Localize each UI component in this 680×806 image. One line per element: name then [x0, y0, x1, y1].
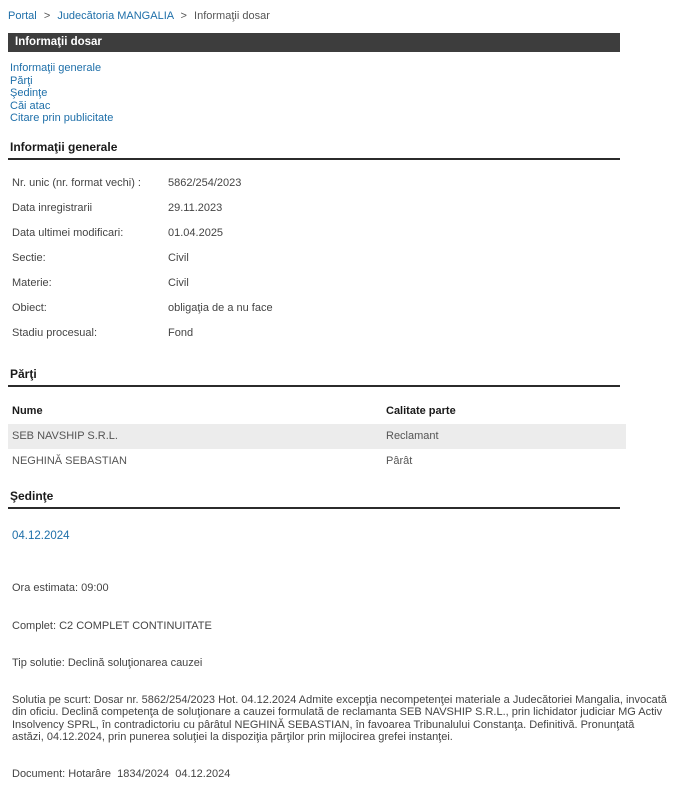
- info-label: Obiect:: [12, 301, 47, 314]
- section-heading-sedinte: Şedinţe: [8, 489, 620, 509]
- section-heading-parti: Părţi: [8, 367, 620, 387]
- breadcrumb-current: Informaţii dosar: [194, 10, 270, 22]
- breadcrumb-separator: >: [180, 10, 187, 22]
- breadcrumb-link-portal[interactable]: Portal: [8, 10, 37, 22]
- hearing-complet: Complet: C2 COMPLET CONTINUITATE: [12, 619, 212, 632]
- parties-table-header-row: [8, 399, 626, 424]
- info-label: Data inregistrarii: [12, 201, 93, 214]
- nav-link-cai-atac[interactable]: Căi atac: [10, 99, 51, 112]
- hearing-solutia-pe-scurt: Solutia pe scurt: Dosar nr. 5862/254/2023 Hot. 04.12.2024 Admite excepţia necompetenţei materiale a Judecătoriei Mangalia, invocată din oficiu. Declină competenţa de soluţionare a cauzei formulată de reclamanta SEB NAVSHIP S.R.L., prin lichidator judiciar MG Activ Insolvency SPRL, în contradictoriu cu pârâtul NEGHINĂ SEBASTIAN, în favoarea Tribunalului Constanţa. Definitivă. Pronunţată astăzi, 04.12.2024, prin punerea soluţiei la dispoziţia părţilor prin mijlocirea grefei instanţei.: [12, 693, 670, 744]
- info-row-stadiu-procesual: [12, 327, 668, 352]
- party-name: SEB NAVSHIP S.R.L.: [12, 429, 118, 442]
- section-heading-informatii-generale: Informaţii generale: [8, 140, 620, 160]
- parties-table: [8, 399, 626, 474]
- hearing-date-link[interactable]: 04.12.2024: [12, 529, 70, 542]
- info-row-nr-unic: [12, 177, 668, 202]
- general-info-list: [12, 177, 668, 352]
- party-name: NEGHINĂ SEBASTIAN: [12, 454, 127, 467]
- info-row-data-ultimei-modificari: [12, 227, 668, 252]
- info-label: Stadiu procesual:: [12, 326, 97, 339]
- info-value: 5862/254/2023: [168, 176, 242, 189]
- nav-link-citare-prin-publicitate[interactable]: Citare prin publicitate: [10, 112, 114, 124]
- info-value: Civil: [168, 276, 189, 289]
- hearing-details: [12, 558, 668, 806]
- info-row-data-inregistrarii: [12, 202, 668, 227]
- info-value: Civil: [168, 251, 189, 264]
- info-value: obligaţia de a nu face: [168, 301, 273, 314]
- hearing-document: Document: Hotarâre 1834/2024 04.12.2024: [12, 768, 231, 781]
- party-role: Pârât: [386, 454, 413, 467]
- nav-link-informatii-generale[interactable]: Informaţii generale: [10, 62, 102, 74]
- info-row-sectie: [12, 252, 668, 277]
- column-header-calitate-parte: Calitate parte: [386, 404, 456, 417]
- section-nav: [10, 62, 668, 125]
- table-row: [8, 424, 626, 449]
- table-row: [8, 449, 626, 474]
- info-label: Materie:: [12, 276, 52, 289]
- party-role: Reclamant: [386, 429, 439, 442]
- breadcrumb: [8, 10, 668, 22]
- hearing-ora-estimata: Ora estimata: 09:00: [12, 582, 109, 595]
- nav-link-sedinte[interactable]: Şedinţe: [10, 87, 48, 99]
- info-row-obiect: [12, 302, 668, 327]
- info-row-materie: [12, 277, 668, 302]
- info-label: Nr. unic (nr. format vechi) :: [12, 176, 141, 189]
- column-header-nume: Nume: [12, 404, 43, 417]
- nav-link-parti[interactable]: Părţi: [10, 74, 33, 87]
- info-label: Data ultimei modificari:: [12, 226, 124, 239]
- hearing-tip-solutie: Tip solutie: Declină soluţionarea cauzei: [12, 656, 203, 669]
- info-value: 29.11.2023: [168, 201, 223, 214]
- page-title-bar: Informaţii dosar: [8, 33, 620, 52]
- breadcrumb-separator: >: [43, 10, 51, 22]
- info-value: Fond: [168, 326, 194, 339]
- info-value: 01.04.2025: [168, 226, 224, 239]
- info-label: Sectie:: [12, 251, 46, 264]
- breadcrumb-link-court[interactable]: Judecătoria MANGALIA: [57, 10, 174, 22]
